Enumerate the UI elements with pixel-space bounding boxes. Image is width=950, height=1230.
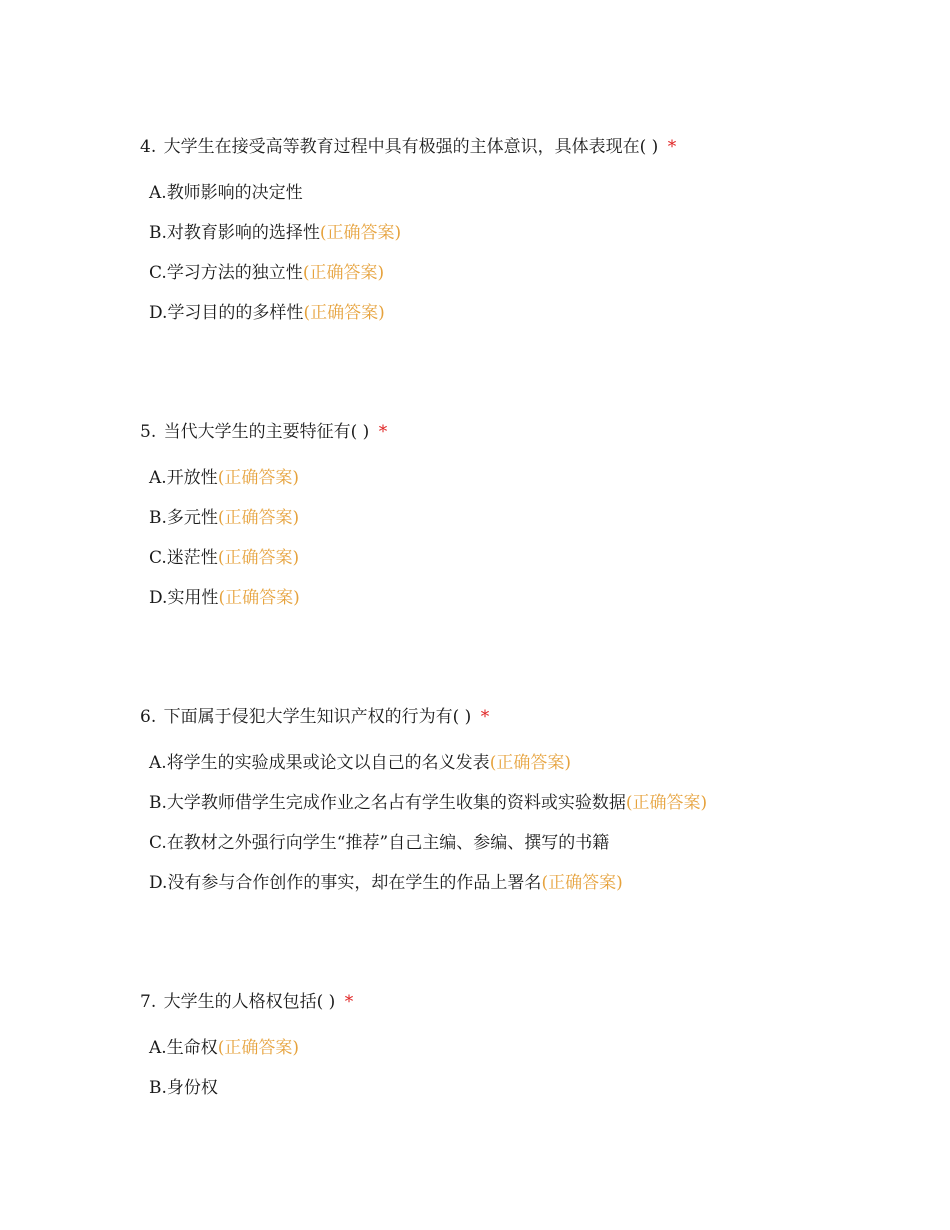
option-text: 实用性 bbox=[167, 588, 219, 608]
option-text: 学习方法的独立性 bbox=[166, 263, 303, 283]
option-list bbox=[140, 752, 920, 894]
correct-answer-label: (正确答案) bbox=[625, 793, 708, 813]
question-title bbox=[140, 136, 920, 158]
option-text: 身份权 bbox=[166, 1078, 218, 1098]
option-c[interactable] bbox=[149, 547, 920, 569]
question-text: 大学生在接受高等教育过程中具有极强的主体意识，具体表现在( ) bbox=[163, 137, 659, 157]
option-c[interactable] bbox=[149, 262, 920, 284]
question-5 bbox=[140, 421, 920, 627]
option-letter: D. bbox=[149, 873, 168, 893]
correct-answer-label: (正确答案) bbox=[541, 873, 623, 893]
question-6 bbox=[140, 706, 920, 912]
question-text: 下面属于侵犯大学生知识产权的行为有( ) bbox=[163, 707, 472, 727]
option-letter: C. bbox=[149, 263, 167, 283]
option-a[interactable] bbox=[149, 752, 920, 774]
option-b[interactable] bbox=[149, 1077, 920, 1099]
option-b[interactable] bbox=[149, 792, 920, 814]
option-d[interactable] bbox=[149, 302, 920, 324]
option-text: 将学生的实验成果或论文以自己的名义发表 bbox=[166, 753, 490, 773]
option-letter: B. bbox=[149, 508, 167, 528]
question-number: 7. bbox=[140, 992, 157, 1012]
option-text: 开放性 bbox=[166, 468, 218, 488]
option-list bbox=[140, 1037, 920, 1099]
option-text: 生命权 bbox=[166, 1038, 218, 1058]
question-number: 4. bbox=[140, 137, 157, 157]
correct-answer-label: (正确答案) bbox=[319, 223, 402, 243]
option-letter: B. bbox=[149, 223, 167, 243]
question-text: 当代大学生的主要特征有( ) bbox=[163, 422, 370, 442]
option-letter: A. bbox=[149, 1038, 167, 1058]
option-text: 没有参与合作创作的事实，却在学生的作品上署名 bbox=[167, 873, 542, 893]
option-letter: C. bbox=[149, 833, 167, 853]
option-text: 教师影响的决定性 bbox=[166, 183, 303, 203]
option-letter: B. bbox=[149, 793, 167, 813]
correct-answer-label: (正确答案) bbox=[489, 753, 571, 773]
option-c[interactable] bbox=[149, 832, 920, 854]
option-letter: D. bbox=[149, 303, 168, 323]
question-title bbox=[140, 421, 920, 443]
correct-answer-label: (正确答案) bbox=[302, 263, 385, 283]
question-7 bbox=[140, 991, 920, 1117]
option-letter: A. bbox=[149, 753, 167, 773]
option-b[interactable] bbox=[149, 222, 920, 244]
option-text: 对教育影响的选择性 bbox=[166, 223, 320, 243]
correct-answer-label: (正确答案) bbox=[303, 303, 385, 323]
option-a[interactable] bbox=[149, 1037, 920, 1059]
required-mark: * bbox=[480, 707, 490, 727]
question-title bbox=[140, 991, 920, 1013]
option-d[interactable] bbox=[149, 872, 920, 894]
question-text: 大学生的人格权包括( ) bbox=[163, 992, 336, 1012]
required-mark: * bbox=[344, 992, 354, 1012]
option-text: 多元性 bbox=[166, 508, 218, 528]
option-b[interactable] bbox=[149, 507, 920, 529]
option-text: 大学教师借学生完成作业之名占有学生收集的资料或实验数据 bbox=[166, 793, 626, 813]
option-a[interactable] bbox=[149, 182, 920, 204]
option-letter: C. bbox=[149, 548, 167, 568]
question-4 bbox=[140, 136, 920, 342]
required-mark: * bbox=[667, 137, 677, 157]
question-number: 5. bbox=[140, 422, 157, 442]
option-letter: A. bbox=[149, 468, 167, 488]
option-list bbox=[140, 467, 920, 609]
correct-answer-label: (正确答案) bbox=[218, 588, 300, 608]
option-d[interactable] bbox=[149, 587, 920, 609]
correct-answer-label: (正确答案) bbox=[217, 468, 299, 488]
correct-answer-label: (正确答案) bbox=[217, 508, 300, 528]
option-letter: D. bbox=[149, 588, 168, 608]
question-title bbox=[140, 706, 920, 728]
question-number: 6. bbox=[140, 707, 157, 727]
option-a[interactable] bbox=[149, 467, 920, 489]
option-text: 在教材之外强行向学生“推荐”自己主编、参编、撰写的书籍 bbox=[166, 833, 610, 853]
option-text: 学习目的的多样性 bbox=[167, 303, 304, 323]
correct-answer-label: (正确答案) bbox=[217, 548, 300, 568]
option-list bbox=[140, 182, 920, 324]
option-letter: B. bbox=[149, 1078, 167, 1098]
option-text: 迷茫性 bbox=[166, 548, 218, 568]
required-mark: * bbox=[378, 422, 388, 442]
correct-answer-label: (正确答案) bbox=[217, 1038, 299, 1058]
option-letter: A. bbox=[149, 183, 167, 203]
